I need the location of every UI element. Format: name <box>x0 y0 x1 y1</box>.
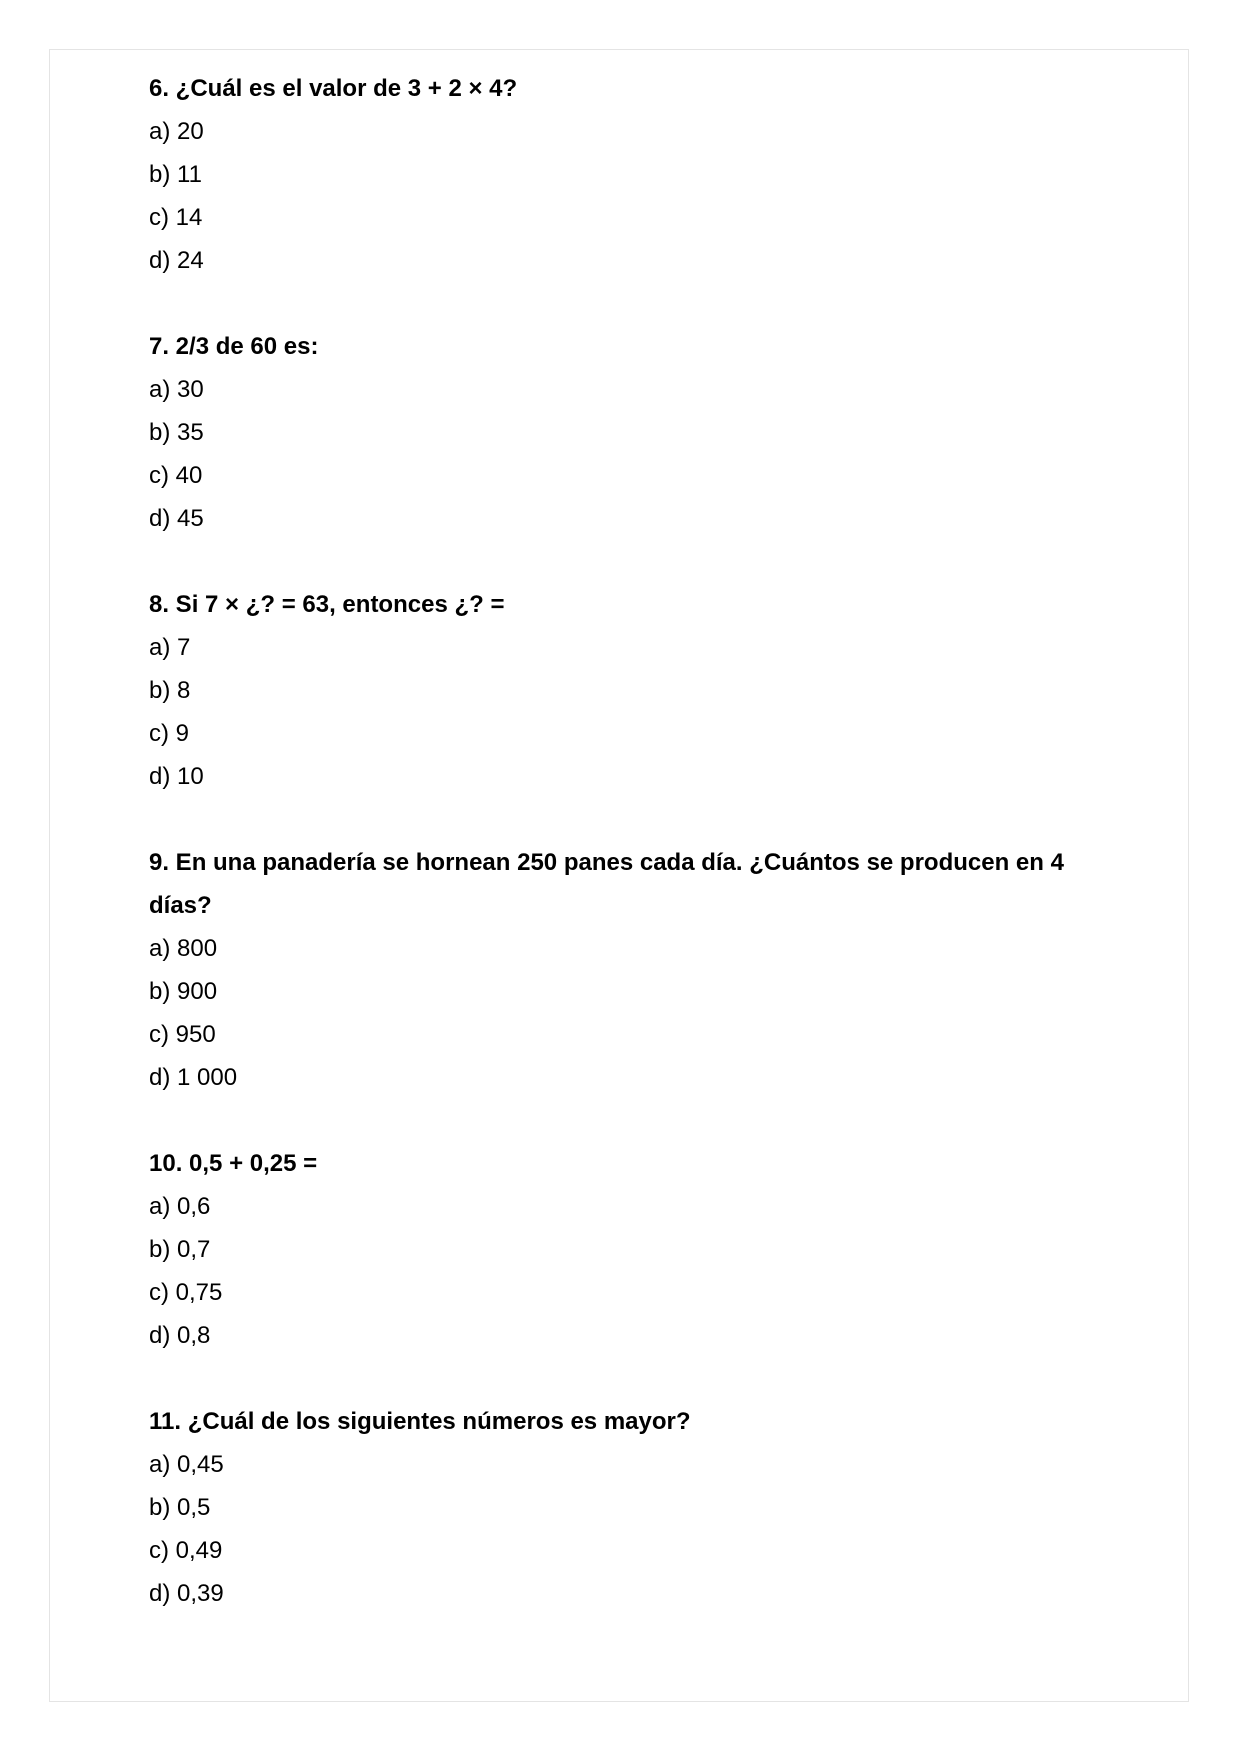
option-b: b) 0,7 <box>149 1236 211 1263</box>
question-6 <box>149 67 1109 282</box>
option-c: c) 0,75 <box>149 1279 223 1306</box>
option-b: b) 900 <box>149 978 218 1005</box>
option-c: c) 40 <box>149 462 203 489</box>
option-a: a) 0,6 <box>149 1193 211 1220</box>
question-title: 10. 0,5 + 0,25 = <box>149 1150 318 1177</box>
option-c: c) 14 <box>149 204 203 231</box>
option-a: a) 0,45 <box>149 1451 224 1478</box>
option-c: c) 0,49 <box>149 1537 223 1564</box>
question-7 <box>149 325 1109 540</box>
option-a: a) 7 <box>149 634 191 661</box>
question-title: 7. 2/3 de 60 es: <box>149 333 319 360</box>
option-d: d) 1 000 <box>149 1064 238 1091</box>
option-d: d) 10 <box>149 763 204 790</box>
question-10 <box>149 1142 1109 1357</box>
option-a: a) 20 <box>149 118 204 145</box>
option-b: b) 8 <box>149 677 191 704</box>
question-title: 11. ¿Cuál de los siguientes números es mayor? <box>149 1408 691 1435</box>
question-9 <box>149 841 1109 1099</box>
option-b: b) 0,5 <box>149 1494 211 1521</box>
option-d: d) 0,8 <box>149 1322 211 1349</box>
option-d: d) 45 <box>149 505 204 532</box>
option-b: b) 35 <box>149 419 204 446</box>
question-list <box>149 67 1109 1658</box>
question-title: 8. Si 7 × ¿? = 63, entonces ¿? = <box>149 591 505 618</box>
option-c: c) 950 <box>149 1021 216 1048</box>
option-d: d) 0,39 <box>149 1580 224 1607</box>
option-a: a) 30 <box>149 376 204 403</box>
question-8 <box>149 583 1109 798</box>
question-title: 6. ¿Cuál es el valor de 3 + 2 × 4? <box>149 75 518 102</box>
option-c: c) 9 <box>149 720 190 747</box>
question-11 <box>149 1400 1109 1615</box>
option-a: a) 800 <box>149 935 218 962</box>
option-d: d) 24 <box>149 247 204 274</box>
question-title: 9. En una panadería se hornean 250 panes cada día. ¿Cuántos se producen en 4 días? <box>149 849 1064 919</box>
option-b: b) 11 <box>149 161 202 188</box>
